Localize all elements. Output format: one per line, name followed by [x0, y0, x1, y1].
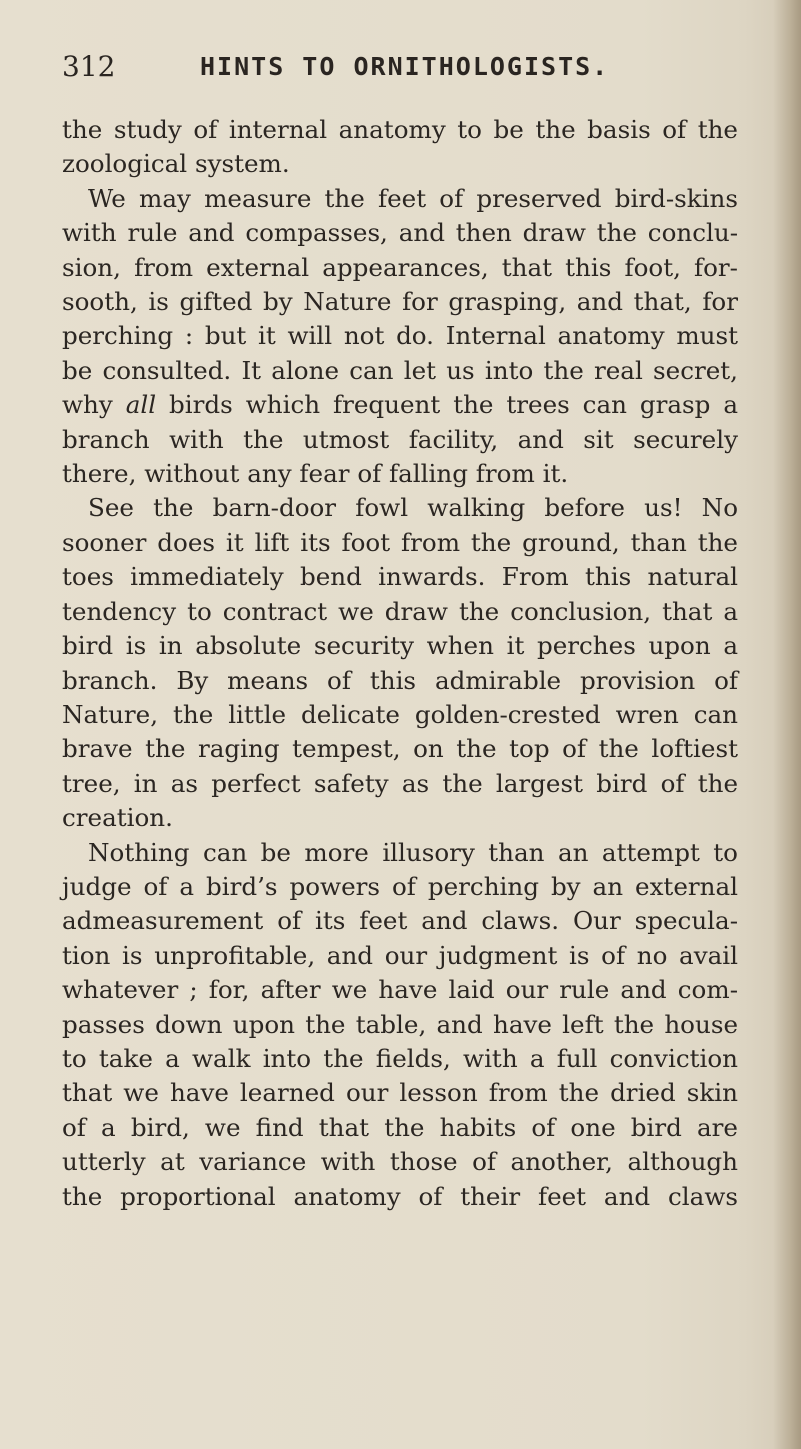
text-line: of a bird, we find that the habits of one bird are: [62, 1112, 738, 1142]
running-title: HINTS TO ORNITHOLOGISTS.: [200, 52, 610, 81]
text-line: branch. By means of this admirable provision of: [62, 665, 738, 695]
text-line: perching : but it will not do. Internal anatomy must: [62, 321, 738, 351]
text-line: tion is unprofitable, and our judgment is of no avail: [62, 940, 738, 970]
text-line: We may measure the feet of preserved bird-skins: [88, 183, 738, 213]
text-line: toes immediately bend inwards. From this natural: [62, 562, 738, 592]
text-line: admeasurement of its feet and claws. Our specula-: [62, 906, 738, 936]
text-line: utterly at variance with those of another, although: [62, 1147, 738, 1177]
text-line: why all birds which frequent the trees can grasp a: [62, 390, 738, 420]
text-line: the proportional anatomy of their feet and claws: [62, 1181, 738, 1211]
text-line: creation.: [62, 803, 173, 833]
text-line: tree, in as perfect safety as the largest bird of the: [62, 768, 738, 798]
text-line: bird is in absolute security when it perches upon a: [62, 631, 738, 661]
text-line: with rule and compasses, and then draw the conclu-: [62, 218, 738, 248]
text-line: sion, from external appearances, that this foot, for-: [62, 252, 738, 282]
text-line: See the barn-door fowl walking before us! No: [88, 493, 738, 523]
text-line: the study of internal anatomy to be the basis of the: [62, 115, 738, 144]
text-line: branch with the utmost facility, and sit securely: [62, 424, 738, 454]
text-line: Nothing can be more illusory than an attempt to: [88, 837, 738, 867]
text-line: passes down upon the table, and have left the house: [62, 1009, 738, 1039]
text-line: be consulted. It alone can let us into the real secret,: [62, 355, 738, 385]
text-line: sooth, is gifted by Nature for grasping, and that, for: [62, 287, 738, 317]
body-text: [62, 113, 738, 1214]
text-line: whatever ; for, after we have laid our rule and com-: [62, 975, 738, 1005]
page-edge-shadow: [773, 0, 801, 1449]
page-number: 312: [62, 50, 116, 83]
text-line: Nature, the little delicate golden-crested wren can: [62, 699, 738, 729]
text-line: tendency to contract we draw the conclusion, that a: [62, 596, 738, 626]
text-line: sooner does it lift its foot from the ground, than the: [62, 527, 738, 557]
text-line: judge of a bird’s powers of perching by an external: [62, 871, 738, 901]
text-line: there, without any fear of falling from it.: [62, 459, 569, 489]
text-line: that we have learned our lesson from the dried skin: [62, 1078, 738, 1108]
text-line: brave the raging tempest, on the top of the loftiest: [62, 734, 738, 764]
text-line: to take a walk into the fields, with a full conviction: [62, 1043, 738, 1073]
text-line: zoological system.: [62, 149, 290, 179]
